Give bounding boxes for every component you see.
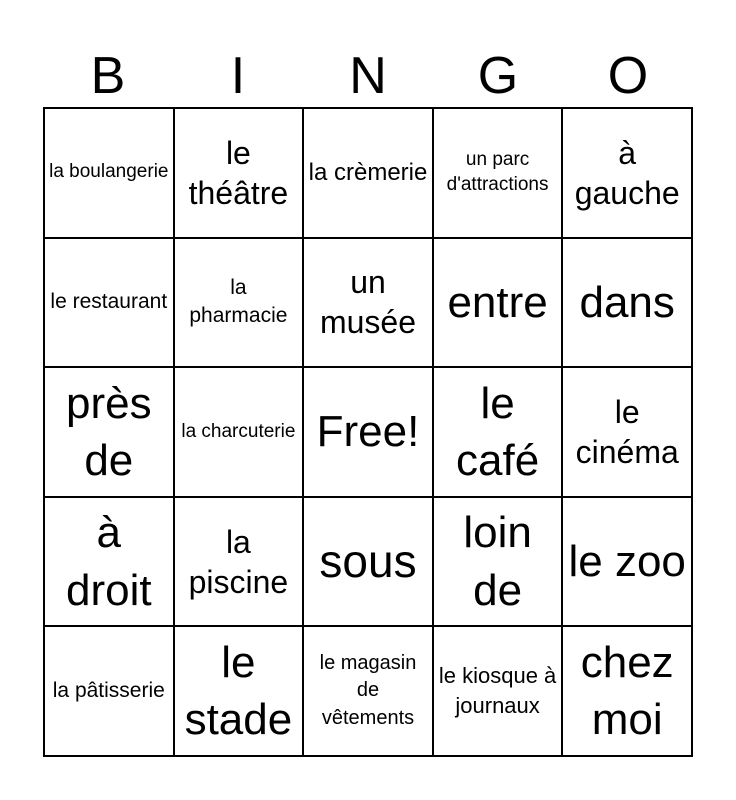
cell-text: la pâtisserie — [52, 679, 165, 703]
bingo-cell[interactable] — [562, 626, 692, 756]
cell-text: la piscine — [188, 523, 289, 600]
bingo-cell[interactable] — [303, 626, 433, 756]
bingo-cell[interactable] — [174, 497, 304, 627]
header-letter-o: O — [607, 47, 649, 105]
cell-text: le théâtre — [188, 134, 289, 211]
cell-text: le restaurant — [50, 290, 168, 314]
bingo-cell[interactable] — [174, 108, 304, 238]
bingo-cell[interactable] — [562, 497, 692, 627]
cell-text: le café — [456, 378, 540, 485]
bingo-cell[interactable] — [562, 108, 692, 238]
bingo-cell[interactable] — [174, 238, 304, 368]
bingo-cell[interactable] — [174, 626, 304, 756]
bingo-board — [43, 107, 693, 757]
cell-text: le kiosque à journaux — [438, 662, 557, 719]
bingo-cell[interactable] — [44, 626, 174, 756]
cell-text: un musée — [319, 264, 417, 341]
cell-text: à droit — [66, 508, 152, 615]
bingo-cell[interactable] — [303, 108, 433, 238]
header-letter-i: I — [230, 47, 246, 105]
cell-text: le stade — [184, 638, 293, 745]
bingo-cell[interactable] — [433, 238, 563, 368]
bingo-cell[interactable] — [44, 367, 174, 497]
cell-text: le magasin de vêtements — [319, 651, 417, 729]
cell-text: le zoo — [568, 537, 686, 586]
bingo-cell[interactable] — [562, 238, 692, 368]
bingo-cell[interactable] — [562, 367, 692, 497]
cell-text: la crèmerie — [308, 159, 428, 186]
bingo-cell[interactable] — [433, 626, 563, 756]
header-letter-b: B — [90, 47, 126, 105]
cell-text: près de — [66, 378, 152, 485]
cell-text: chez moi — [580, 638, 674, 745]
cell-text: sous — [319, 535, 417, 588]
bingo-cell[interactable] — [433, 367, 563, 497]
bingo-cell[interactable] — [44, 238, 174, 368]
cell-text: entre — [447, 277, 548, 327]
cell-text: un parc d'attractions — [446, 149, 549, 195]
cell-text: le cinéma — [575, 393, 679, 470]
bingo-cell[interactable] — [44, 108, 174, 238]
cell-text: la boulangerie — [49, 161, 169, 183]
bingo-cell[interactable] — [44, 497, 174, 627]
cell-text: la pharmacie — [189, 276, 288, 328]
bingo-cell[interactable] — [433, 108, 563, 238]
cell-text: loin de — [463, 508, 532, 615]
bingo-cell[interactable] — [433, 497, 563, 627]
cell-text: la charcuterie — [181, 420, 296, 442]
bingo-cell[interactable] — [303, 238, 433, 368]
bingo-cell[interactable] — [303, 497, 433, 627]
cell-text: à gauche — [574, 134, 680, 211]
bingo-cell[interactable] — [303, 367, 433, 497]
free-space: Free! — [316, 407, 420, 457]
header-letter-g: G — [477, 47, 519, 105]
cell-text: dans — [579, 277, 675, 327]
bingo-header — [43, 44, 693, 108]
header-letter-n: N — [349, 47, 387, 105]
bingo-cell[interactable] — [174, 367, 304, 497]
